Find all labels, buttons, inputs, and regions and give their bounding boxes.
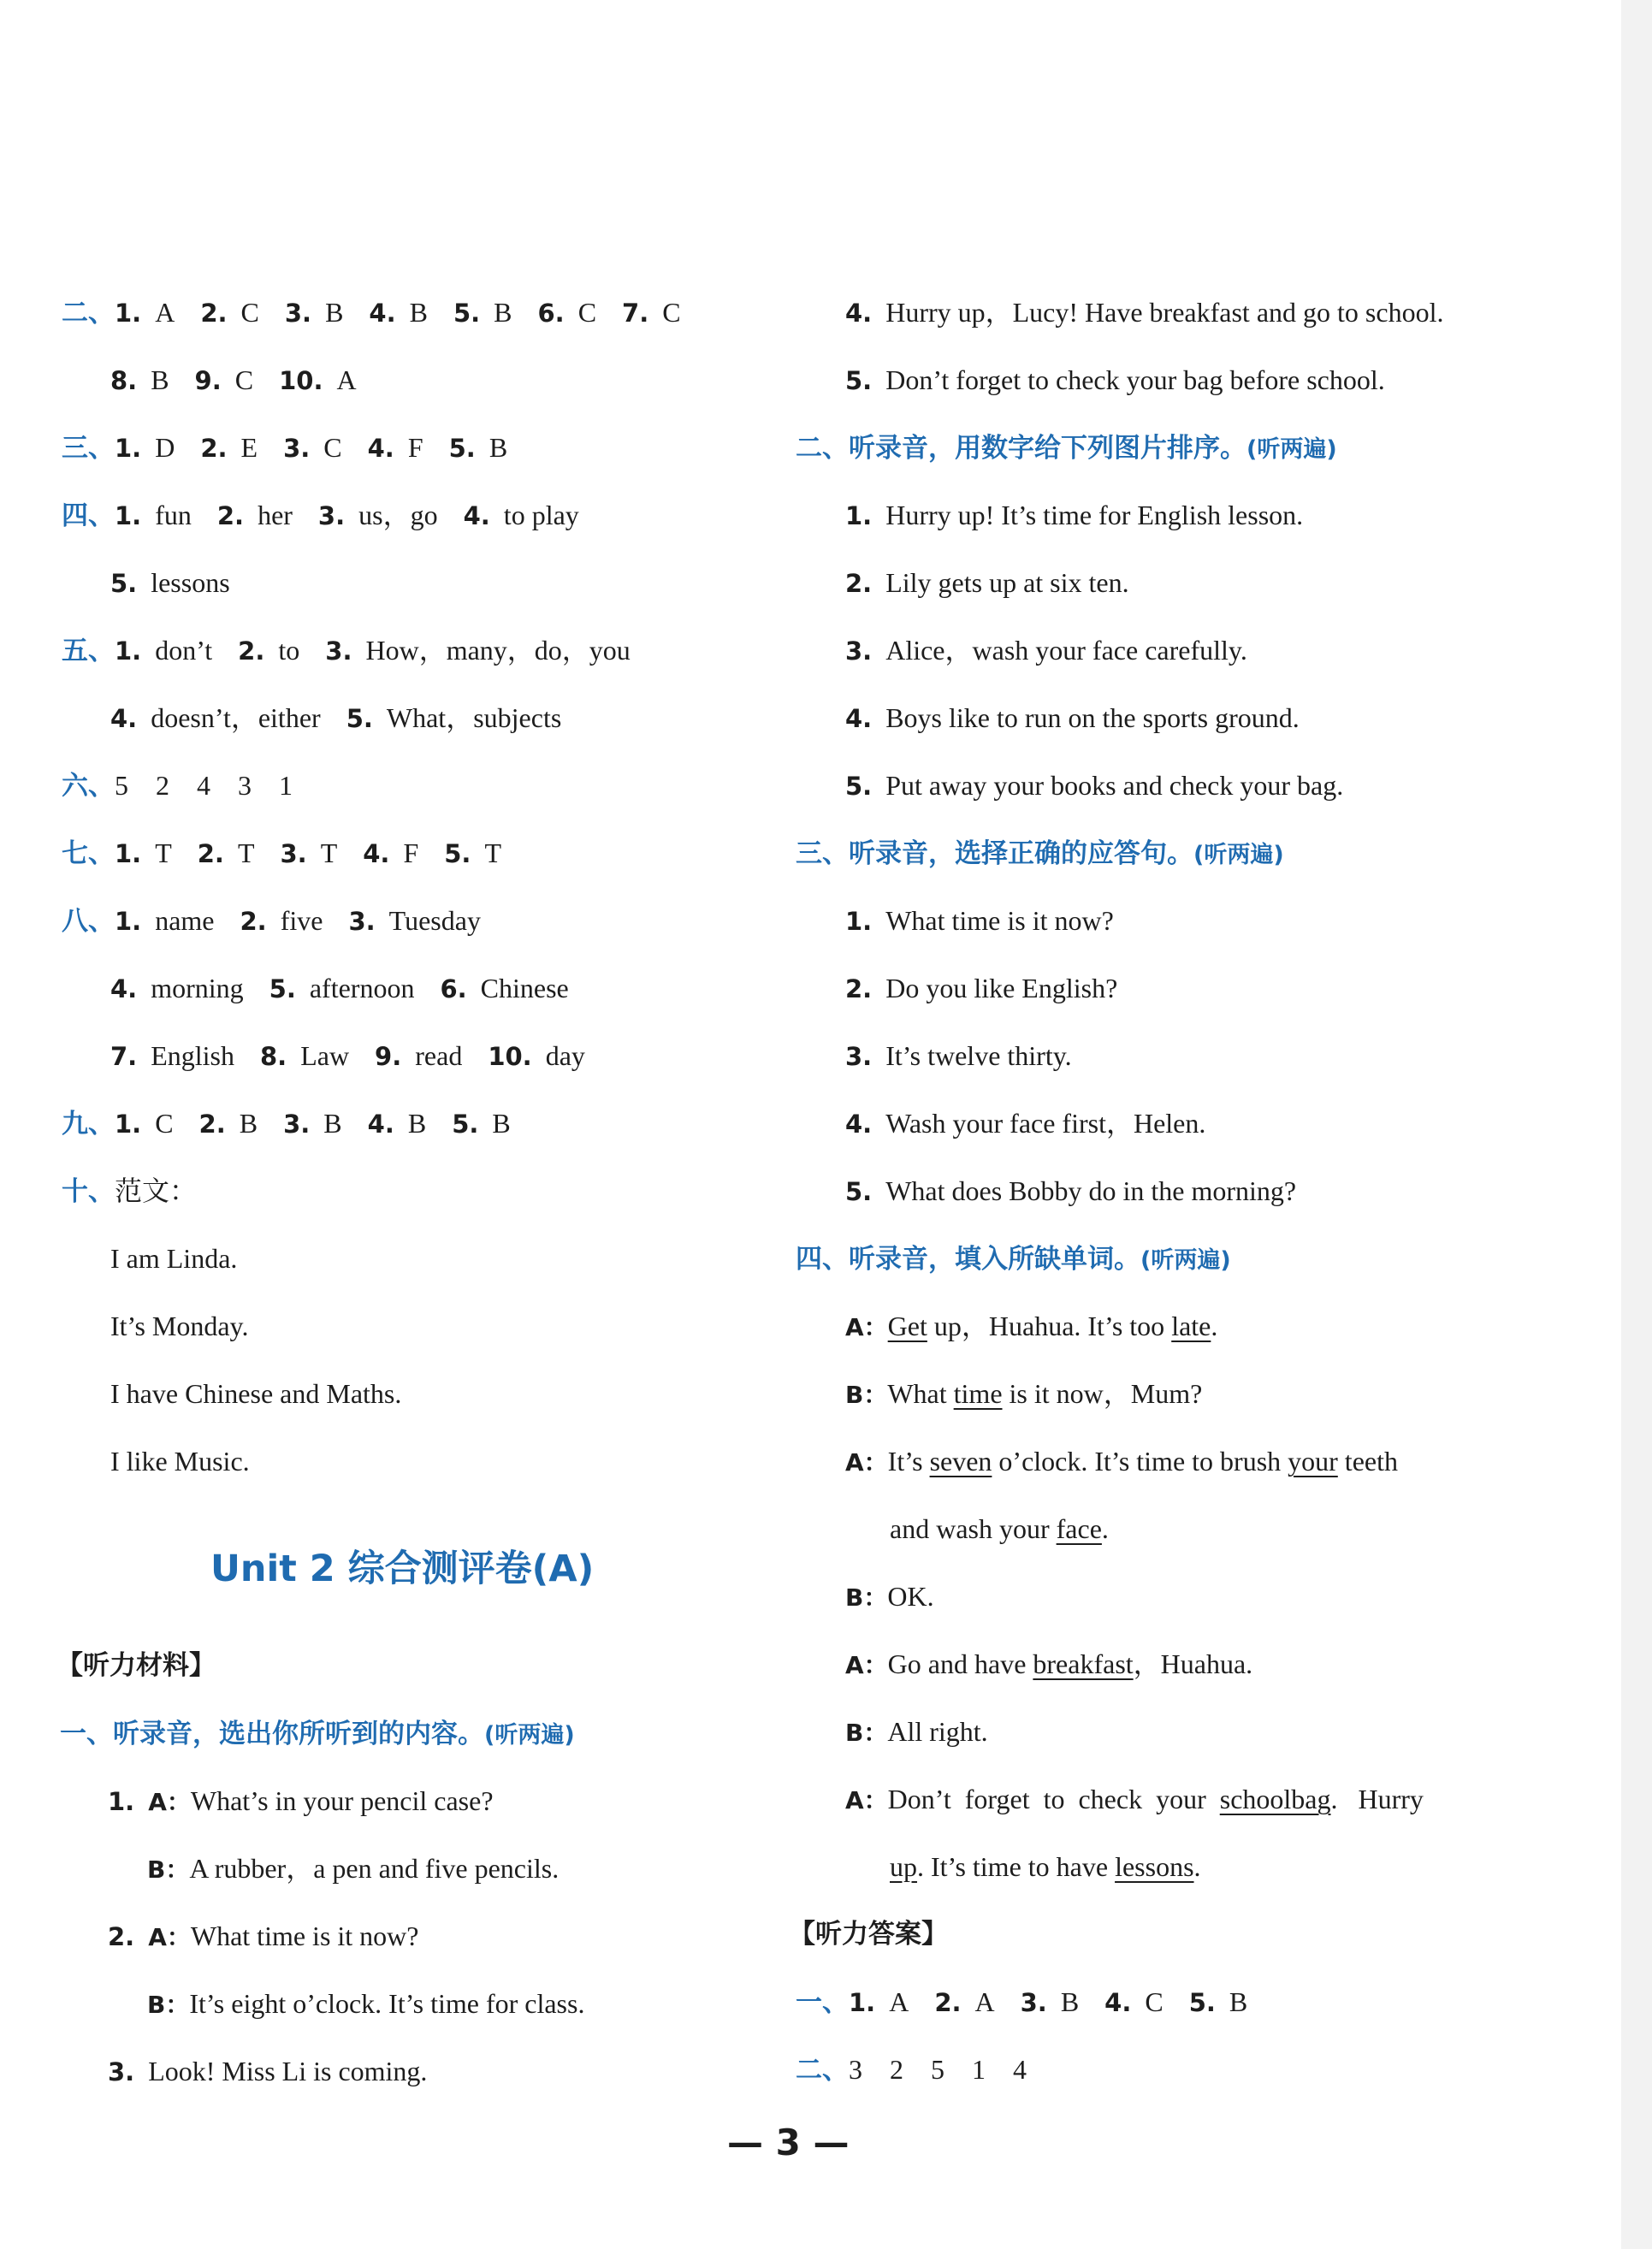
answer-list xyxy=(115,837,527,868)
section-5-row-1 xyxy=(62,633,656,668)
item-number: 4. xyxy=(845,704,873,733)
item-number: 6. xyxy=(440,974,467,1003)
item-text: It’s twelve thirty. xyxy=(885,1040,1072,1071)
item-number: 10. xyxy=(488,1042,532,1071)
item-number: 1. xyxy=(845,907,873,936)
dialog-line xyxy=(147,1851,559,1887)
item-number: 5. xyxy=(448,434,476,463)
answer-value: us，go xyxy=(358,500,438,530)
listening-item xyxy=(845,633,1247,668)
dialog-text: It’s xyxy=(887,1446,930,1477)
item-number: 5. xyxy=(110,569,138,598)
dialog-line xyxy=(147,1986,584,2022)
dialog-line xyxy=(108,1784,494,1820)
listening-item xyxy=(845,295,1443,330)
answer-list xyxy=(115,500,605,530)
part-title: 三、听录音，选择正确的应答句。 xyxy=(796,838,1193,869)
speaker: A： xyxy=(845,1786,888,1814)
essay-line: I like Music. xyxy=(110,1446,250,1477)
item-number: 2. xyxy=(934,1988,962,2017)
section-8-row-2 xyxy=(110,971,595,1006)
filled-blank: lessons xyxy=(1115,1851,1194,1882)
section-label: 九、 xyxy=(62,1109,115,1139)
listening-item xyxy=(845,363,1385,398)
answer-value: T xyxy=(237,837,255,868)
item-number: 10. xyxy=(279,366,323,395)
answer-value: B xyxy=(325,297,344,328)
item-number: 1. xyxy=(115,636,142,666)
answer-value: B xyxy=(409,297,428,328)
item-number: 3. xyxy=(325,636,352,666)
item-number: 2. xyxy=(108,1922,135,1951)
dialog-line xyxy=(108,2054,427,2089)
listening-item xyxy=(845,1106,1205,1141)
item-number: 5. xyxy=(1188,1988,1216,2017)
section-10-title xyxy=(62,1174,197,1209)
item-number: 9. xyxy=(375,1042,402,1071)
filled-blank: seven xyxy=(929,1446,992,1477)
item-number: 5. xyxy=(845,366,873,395)
answer-list xyxy=(115,432,533,463)
item-number: 3. xyxy=(283,434,311,463)
answer-list xyxy=(115,1108,536,1139)
item-number: 2. xyxy=(216,501,245,530)
section-label: 三、 xyxy=(62,433,115,464)
dialog-text: What’s in your pencil case? xyxy=(190,1785,494,1816)
filled-blank: time xyxy=(953,1378,1003,1409)
item-text: Don’t forget to check your bag before school. xyxy=(885,364,1385,395)
item-number: 3. xyxy=(108,2057,135,2086)
section-label: 四、 xyxy=(62,500,115,531)
answer-value: B xyxy=(151,364,169,395)
speaker: B： xyxy=(147,1991,190,2019)
item-text: Put away your books and check your bag. xyxy=(885,770,1344,801)
item-number: 1. xyxy=(849,1988,876,2017)
item-number: 4. xyxy=(363,839,390,868)
section-9-row-1 xyxy=(62,1106,536,1141)
answer-values: 3 2 5 1 4 xyxy=(849,2054,1027,2085)
section-label: 五、 xyxy=(62,636,115,666)
answer-list xyxy=(110,1040,611,1071)
item-number: 7. xyxy=(622,299,649,328)
item-text: What time is it now? xyxy=(885,905,1114,936)
answer-value: morning xyxy=(151,973,244,1003)
item-number: 2. xyxy=(238,636,265,666)
speaker: A： xyxy=(148,1923,191,1951)
dialog-line xyxy=(845,1309,1217,1345)
item-number: 2. xyxy=(845,569,873,598)
dialog-text: All right. xyxy=(887,1716,988,1747)
answer-value: Tuesday xyxy=(388,905,481,936)
answer-value: C xyxy=(1145,1986,1164,2017)
part-title: 一、听录音，选出你所听到的内容。 xyxy=(60,1719,484,1749)
answer-value: English xyxy=(151,1040,234,1071)
answer-value: A xyxy=(155,297,175,328)
dialog-line xyxy=(108,1919,418,1955)
answer-value: lessons xyxy=(151,567,230,598)
answers-row-2 xyxy=(796,2052,1027,2087)
dialog-line xyxy=(845,1579,934,1615)
item-number: 2. xyxy=(240,907,267,936)
item-text: Hurry up! It’s time for English lesson. xyxy=(885,500,1304,530)
speaker: A： xyxy=(845,1448,888,1477)
item-number: 2. xyxy=(200,434,228,463)
answer-value: B xyxy=(494,297,512,328)
answer-value: C xyxy=(155,1108,174,1139)
part-note: (听两遍) xyxy=(484,1722,575,1749)
dialog-line xyxy=(890,1850,1201,1884)
dialog-text: Look! Miss Li is coming. xyxy=(148,2056,428,2086)
answer-value: fun xyxy=(155,500,192,530)
dialog-text: ，Huahua. xyxy=(1133,1648,1253,1679)
part-title: 二、听录音，用数字给下列图片排序。 xyxy=(796,433,1246,464)
section-label: 二、 xyxy=(796,2055,849,2086)
answer-value: her xyxy=(258,500,293,530)
item-number: 4. xyxy=(367,434,394,463)
item-text: Boys like to run on the sports ground. xyxy=(885,702,1300,733)
item-number: 4. xyxy=(367,1110,394,1139)
section-6-row-1 xyxy=(62,768,293,803)
answers-row-1 xyxy=(796,1985,1273,2020)
filled-blank: late xyxy=(1171,1311,1211,1341)
answer-value: F xyxy=(407,432,423,463)
answer-value: What，subjects xyxy=(386,702,562,733)
dialog-text: What time is it now? xyxy=(190,1921,419,1951)
answer-value: to play xyxy=(503,500,579,530)
item-text: Alice，wash your face carefully. xyxy=(885,635,1247,666)
answer-values: 5 2 4 3 1 xyxy=(115,770,293,801)
answer-value: B xyxy=(239,1108,258,1139)
answer-value: How，many，do，you xyxy=(365,635,631,666)
answer-value: read xyxy=(415,1040,463,1071)
answer-list xyxy=(115,297,707,328)
answer-value: C xyxy=(323,432,342,463)
item-number: 1. xyxy=(115,839,142,868)
page-edge xyxy=(1621,0,1652,2249)
speaker: B： xyxy=(147,1855,190,1884)
speaker: A： xyxy=(845,1313,888,1341)
listening-material-heading: 【听力材料】 xyxy=(56,1650,216,1681)
part-2-heading xyxy=(796,430,1337,467)
item-number: 4. xyxy=(369,299,396,328)
essay-line: I have Chinese and Maths. xyxy=(110,1378,402,1409)
part-1-heading xyxy=(60,1716,575,1753)
item-number: 3. xyxy=(317,501,346,530)
item-number: 4. xyxy=(1104,1988,1132,2017)
listening-item xyxy=(845,971,1117,1006)
item-number: 1. xyxy=(115,299,142,328)
dialog-text: up，Huahua. It’s too xyxy=(927,1311,1172,1341)
item-number: 1. xyxy=(845,501,873,530)
section-8-row-3 xyxy=(110,1039,611,1074)
item-number: 9. xyxy=(194,366,222,395)
listening-item xyxy=(845,1039,1072,1074)
filled-blank: face xyxy=(1056,1513,1102,1544)
listening-item xyxy=(845,1174,1296,1209)
speaker: B： xyxy=(845,1583,888,1612)
answer-value: C xyxy=(662,297,681,328)
item-number: 5. xyxy=(453,299,481,328)
item-number: 5. xyxy=(845,772,873,801)
item-number: 4. xyxy=(845,1110,873,1139)
answer-list xyxy=(110,567,256,598)
item-number: 4. xyxy=(110,974,138,1003)
part-note: (听两遍) xyxy=(1246,436,1337,463)
answer-value: A xyxy=(336,364,357,395)
answer-value: A xyxy=(889,1986,909,2017)
dialog-text: Don’t forget to check your xyxy=(887,1784,1220,1814)
item-number: 4. xyxy=(110,704,138,733)
item-text: Hurry up，Lucy! Have breakfast and go to school. xyxy=(885,297,1444,328)
item-number: 1. xyxy=(115,501,142,530)
item-number: 1. xyxy=(115,1110,142,1139)
item-number: 3. xyxy=(283,1110,311,1139)
listening-item xyxy=(845,565,1129,601)
item-number: 3. xyxy=(845,636,873,666)
item-number: 2. xyxy=(198,1110,226,1139)
answer-list xyxy=(110,702,587,733)
listening-answers-heading: 【听力答案】 xyxy=(789,1919,948,1950)
dialog-line xyxy=(845,1714,988,1750)
dialog-text: A rubber，a pen and five pencils. xyxy=(189,1853,560,1884)
answer-value: T xyxy=(155,837,172,868)
filled-blank: Get xyxy=(887,1311,927,1341)
item-number: 3. xyxy=(845,1042,873,1071)
answer-list xyxy=(115,905,506,936)
section-2-row-2 xyxy=(110,363,382,398)
essay-label: 范文： xyxy=(115,1175,198,1206)
item-text: Lily gets up at six ten. xyxy=(885,567,1129,598)
answer-value: C xyxy=(240,297,259,328)
section-label: 一、 xyxy=(796,1987,849,2018)
dialog-text: . Hurry xyxy=(1330,1784,1424,1814)
item-number: 5. xyxy=(269,974,296,1003)
part-4-heading xyxy=(796,1241,1231,1278)
answer-value: name xyxy=(155,905,215,936)
item-number: 5. xyxy=(346,704,373,733)
section-5-row-2 xyxy=(110,701,587,736)
listening-item xyxy=(845,701,1300,736)
item-number: 4. xyxy=(845,299,873,328)
item-number: 2. xyxy=(200,299,228,328)
answer-value: B xyxy=(492,1108,511,1139)
item-number: 1. xyxy=(115,434,142,463)
page-number: — 3 — xyxy=(727,2122,850,2163)
dialog-text: teeth xyxy=(1337,1446,1398,1477)
section-8-row-1 xyxy=(62,903,506,938)
section-3-row-1 xyxy=(62,430,533,465)
item-number: 8. xyxy=(110,366,138,395)
filled-blank: breakfast xyxy=(1033,1648,1134,1679)
speaker: B： xyxy=(845,1719,888,1747)
section-label: 十、 xyxy=(62,1176,115,1207)
answer-value: B xyxy=(1060,1986,1080,2017)
part-note: (听两遍) xyxy=(1140,1247,1231,1274)
item-number: 5. xyxy=(845,1177,873,1206)
item-number: 4. xyxy=(463,501,490,530)
section-7-row-1 xyxy=(62,836,527,871)
filled-blank: up xyxy=(890,1851,917,1882)
dialog-text: and wash your xyxy=(890,1513,1057,1544)
listening-item xyxy=(845,768,1343,803)
item-text: What does Bobby do in the morning? xyxy=(885,1175,1297,1206)
answer-value: C xyxy=(577,297,597,328)
answer-list xyxy=(110,973,595,1003)
item-number: 5. xyxy=(444,839,471,868)
section-label: 二、 xyxy=(62,298,115,328)
listening-item xyxy=(845,498,1303,533)
answer-value: D xyxy=(155,432,175,463)
part-title: 四、听录音，填入所缺单词。 xyxy=(796,1244,1140,1275)
answer-list xyxy=(115,635,656,666)
item-number: 5. xyxy=(452,1110,479,1139)
answer-value: don’t xyxy=(155,635,213,666)
section-2-row-1 xyxy=(62,295,707,330)
item-number: 8. xyxy=(259,1042,287,1071)
dialog-line xyxy=(845,1782,1424,1818)
answer-value: five xyxy=(280,905,323,936)
item-text: Wash your face first，Helen. xyxy=(885,1108,1206,1139)
item-number: 2. xyxy=(197,839,224,868)
dialog-line xyxy=(845,1444,1398,1480)
section-label: 七、 xyxy=(62,838,115,869)
answer-value: day xyxy=(545,1040,585,1071)
dialog-text: is it now，Mum? xyxy=(1002,1378,1203,1409)
answer-value: T xyxy=(484,837,501,868)
essay-line: It’s Monday. xyxy=(110,1311,249,1341)
dialog-line xyxy=(845,1376,1202,1412)
filled-blank: your xyxy=(1288,1446,1338,1477)
dialog-text: OK. xyxy=(887,1581,934,1612)
answer-value: Law xyxy=(300,1040,350,1071)
answer-list xyxy=(110,364,382,395)
answer-value: afternoon xyxy=(309,973,415,1003)
unit-title: Unit 2 综合测评卷(A) xyxy=(210,1548,595,1590)
section-4-row-2 xyxy=(110,565,256,601)
filled-blank: schoolbag xyxy=(1219,1784,1331,1814)
answer-value: E xyxy=(240,432,258,463)
answer-value: doesn’t，either xyxy=(151,702,321,733)
answer-value: F xyxy=(403,837,419,868)
section-label: 八、 xyxy=(62,906,115,937)
item-number: 6. xyxy=(537,299,565,328)
dialog-text: . xyxy=(1193,1851,1201,1882)
answer-value: B xyxy=(1229,1986,1248,2017)
answer-value: T xyxy=(320,837,338,868)
dialog-text: . xyxy=(1101,1513,1109,1544)
dialog-text: o’clock. It’s time to brush xyxy=(992,1446,1288,1477)
part-note: (听两遍) xyxy=(1193,842,1284,868)
item-number: 2. xyxy=(845,974,873,1003)
dialog-text: . xyxy=(1211,1311,1218,1341)
item-number: 3. xyxy=(1020,1988,1047,2017)
dialog-text: It’s eight o’clock. It’s time for class. xyxy=(189,1988,585,2019)
answer-list xyxy=(849,1986,1273,2017)
section-label: 六、 xyxy=(62,771,115,802)
item-number: 1. xyxy=(108,1787,135,1816)
dialog-text: . It’s time to have xyxy=(917,1851,1116,1882)
answer-value: to xyxy=(278,635,300,666)
answer-value: A xyxy=(974,1986,995,2017)
item-number: 7. xyxy=(110,1042,138,1071)
listening-item xyxy=(845,903,1114,938)
answer-value: C xyxy=(234,364,254,395)
answer-value: B xyxy=(488,432,508,463)
item-number: 3. xyxy=(280,839,307,868)
answer-value: Chinese xyxy=(480,973,569,1003)
item-number: 1. xyxy=(115,907,142,936)
item-number: 3. xyxy=(348,907,376,936)
speaker: A： xyxy=(148,1788,191,1816)
speaker: B： xyxy=(845,1381,888,1409)
answer-value: B xyxy=(407,1108,427,1139)
speaker: A： xyxy=(845,1651,888,1679)
dialog-line xyxy=(890,1512,1109,1546)
item-number: 3. xyxy=(284,299,312,328)
dialog-line xyxy=(845,1647,1252,1683)
section-4-row-1 xyxy=(62,498,605,533)
item-text: Do you like English? xyxy=(885,973,1118,1003)
dialog-text: What xyxy=(887,1378,954,1409)
answer-value: B xyxy=(323,1108,342,1139)
essay-line: I am Linda. xyxy=(110,1243,238,1274)
part-3-heading xyxy=(796,836,1284,873)
dialog-text: Go and have xyxy=(887,1648,1033,1679)
